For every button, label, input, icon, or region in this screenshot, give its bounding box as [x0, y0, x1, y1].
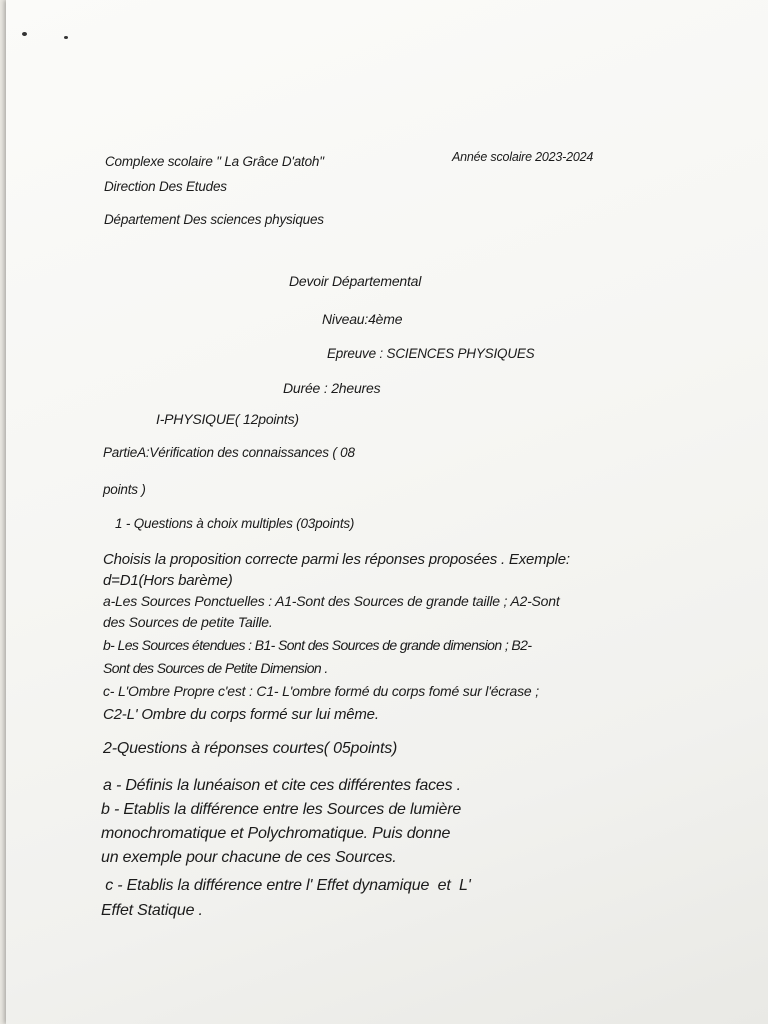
short-question-line: b - Etablis la différence entre les Sources de lumière: [101, 801, 462, 818]
qcm-line: d=D1(Hors barème): [103, 572, 233, 589]
short-questions-title: 2-Questions à réponses courtes( 05points): [103, 740, 398, 757]
qcm-line: Sont des Sources de Petite Dimension .: [103, 660, 328, 676]
short-question-line: un exemple pour chacune de ces Sources.: [101, 849, 397, 866]
section-title: I-PHYSIQUE( 12points): [156, 411, 299, 427]
exam-duration: Durée : 2heures: [283, 380, 381, 396]
short-question-line: a - Définis la lunéaison et cite ces différentes faces .: [103, 777, 461, 794]
qcm-line: a-Les Sources Ponctuelles : A1-Sont des Sources de grande taille ; A2-Sont: [103, 593, 560, 609]
qcm-line: des Sources de petite Taille.: [103, 614, 273, 630]
qcm-line: C2-L' Ombre du corps formé sur lui même.: [103, 706, 379, 723]
qcm-line: b- Les Sources étendues : B1- Sont des Sources de grande dimension ; B2-: [103, 637, 532, 653]
qcm-line: c- L'Ombre Propre c'est : C1- L'ombre formé du corps fomé sur l'écrase ;: [103, 683, 539, 699]
short-question-line: Effet Statique .: [101, 902, 203, 919]
exam-sheet: [6, 0, 768, 1024]
ink-speck: [22, 32, 27, 36]
short-question-line: c - Etablis la différence entre l' Effet dynamique et L': [101, 877, 471, 894]
direction: Direction Des Etudes: [104, 179, 227, 194]
qcm-line: Choisis la proposition correcte parmi les réponses proposées . Exemple:: [103, 551, 570, 568]
ink-speck: [64, 36, 68, 39]
short-question-line: monochromatique et Polychromatique. Puis donne: [101, 825, 451, 842]
qcm-title: 1 - Questions à choix multiples (03points): [115, 516, 355, 531]
department: Département Des sciences physiques: [104, 212, 324, 227]
part-a-title-line2: points ): [103, 482, 146, 497]
school-year: Année scolaire 2023-2024: [452, 150, 594, 164]
exam-level: Niveau:4ème: [322, 311, 403, 327]
school-name: Complexe scolaire " La Grâce D'atoh": [105, 154, 324, 169]
part-a-title-line1: PartieA:Vérification des connaissances ( 08: [103, 445, 355, 460]
exam-subject: Epreuve : SCIENCES PHYSIQUES: [327, 346, 535, 361]
exam-title: Devoir Départemental: [289, 273, 422, 289]
